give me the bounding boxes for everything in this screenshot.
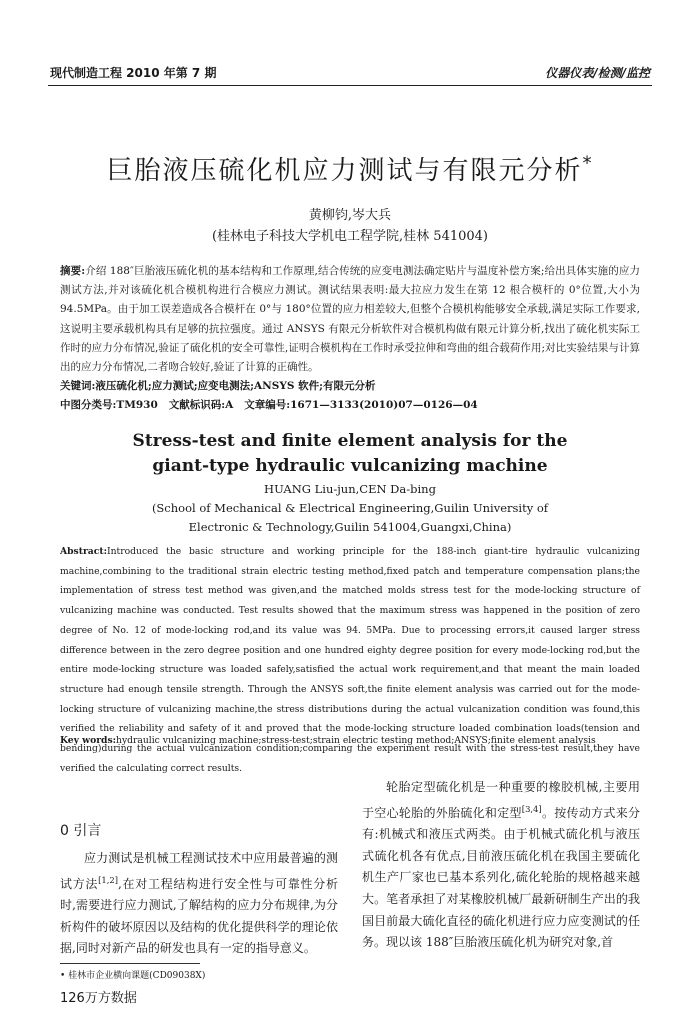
keywords-english (60, 735, 640, 746)
affiliation-chinese: (桂林电子科技大学机电工程学院,桂林 541004) (211, 229, 489, 244)
authors-chinese: 黄柳钧,岑大兵 (308, 208, 392, 223)
classification-line (60, 397, 640, 412)
doc-code-label: 文献标识码: (168, 399, 226, 411)
abstract-english-label: Abstract: (60, 546, 107, 557)
footnote-rule (60, 963, 200, 964)
header-rule (48, 85, 652, 86)
title-english-line1: Stress-test and finite element analysis for the (132, 431, 568, 451)
citation-ref: [3,4] (521, 803, 542, 814)
citation-ref: [1,2] (98, 874, 119, 885)
article-no-label: 文章编号: (244, 399, 291, 411)
running-header-right: 仪器仪表/检测/监控 (545, 66, 650, 80)
running-header-left: 现代制造工程 2010 年第 7 期 (50, 66, 217, 80)
page-number: 126万方数据 (60, 991, 137, 1006)
affiliation-english-line2: Electronic & Technology,Guilin 541004,Guangxi,China) (188, 520, 512, 534)
keywords-english-text: hydraulic vulcanizing machine;stress-test;strain electric testing method;ANSYS;finite element analysis (116, 735, 596, 746)
abstract-chinese (60, 262, 640, 377)
keywords-chinese-label: 关键词: (60, 380, 96, 392)
body-left-text-a: 应力测试是机械工程测试技术中应用最普遍的测试方法 (60, 851, 338, 891)
body-right-text-b: 。按传动方式来分有:机械式和液压式两类。由于机械式硫化机与液压式硫化机各有优点,目前液压硫化机在我国主要硫化机生产厂家也已基本系列化,硫化轮胎的规格越来越大。笔者承担了对某橡胶机械厂最新研制生产出的我国目前最大硫化直径的硫化机进行应力应变测试的任务。现以该 188″巨胎液压硫化机为研究对象,首 (362, 805, 640, 950)
body-left-text-b: ,在对工程结构进行安全性与可靠性分析时,需要进行应力测试,了解结构的应力分布规律,为分析构件的破坏原因以及结构的优化提供科学的理论依据,同时对新产品的研发也具有一定的指导意义。 (60, 876, 338, 956)
abstract-chinese-label: 摘要: (60, 265, 86, 277)
title-english-line2: giant-type hydraulic vulcanizing machine (152, 456, 548, 476)
body-right-column (362, 777, 640, 954)
clc-value: TM930 (116, 399, 158, 411)
title-footnote-mark: * (582, 153, 594, 175)
title-chinese (0, 150, 700, 187)
keywords-chinese-text: 液压硫化机;应力测试;应变电测法;ANSYS 软件;有限元分析 (95, 380, 376, 392)
abstract-english-text: Introduced the basic structure and working principle for the 188-inch giant-tire hydraulic vulcanizing machine,combining to the traditional strain electric testing method,fixed patch and temperature compensation plans;the implementation of stress test method was given,and the matched molds stress test for the mode-locking structure of vulcanizing machine was conducted. Test results showed that the maximum stress was happened in the position of zero degree of No. 12 of mode-locking rod,and its value was 94. 5MPa. Due to processing errors,it caused larger stress difference between in the zero degree position and one hundred eighty degree position for every mode-locking rod,but the entire mode-locking structure was loaded safely,satisfied the actual work requirement,and that meant the main loaded structure had enough tensile strength. Through the ANSYS soft,the finite element analysis was carried out for the mode-locking structure of vulcanizing machine,the stress distributions during the actual vulcanization condition was found,this verified the reliability and safety of it and proved that the mode-locking structure loaded combination loads(tension and bending)during the actual vulcanization condition;comparing the experiment result with the stress-test result,they have verified the calculating correct results. (60, 546, 640, 774)
keywords-english-label: Key words: (60, 735, 117, 746)
keywords-chinese (60, 378, 640, 393)
footnote-funding: • 桂林市企业横向课题(CD09038X) (60, 971, 206, 981)
section-heading-introduction: 0 引言 (60, 823, 102, 839)
body-left-column (60, 848, 338, 960)
body-right-text-a: 轮胎定型硫化机是一种重要的橡胶机械,主要用于空心轮胎的外胎硫化和定型 (362, 780, 640, 820)
clc-label: 中图分类号: (60, 399, 117, 411)
affiliation-english-line1: (School of Mechanical & Electrical Engineering,Guilin University of (151, 501, 549, 515)
article-no-value: 1671—3133(2010)07—0126—04 (290, 399, 478, 411)
abstract-chinese-text: 介绍 188″巨胎液压硫化机的基本结构和工作原理,结合传统的应变电测法确定贴片与温度补偿方案;给出具体实施的应力测试方法,并对该硫化机合模机构进行合模应力测试。测试结果表明:最大拉应力发生在第 12 根合模杆的 0°位置,大小为 94.5MPa。由于加工误差造成各合模杆在 0°与 180°位置的应力相差较大,但整个合模机构能够安全承载,满足实际工作要求,这说明主要承载机构具有足够的抗拉强度。通过 ANSYS 有限元分析软件对合模机构做有限元计算分析,找出了硫化机实际工作时的应力分布情况,验证了硫化机的安全可靠性,证明合模机构在工作时承受拉伸和弯曲的组合载荷作用;对比实验结果与计算出的应力分布情况,二者吻合较好,验证了计算的正确性。 (60, 265, 640, 374)
authors-english: HUANG Liu-jun,CEN Da-bing (264, 482, 436, 496)
title-chinese-text: 巨胎液压硫化机应力测试与有限元分析 (106, 156, 583, 186)
doc-code-value: A (225, 399, 234, 411)
